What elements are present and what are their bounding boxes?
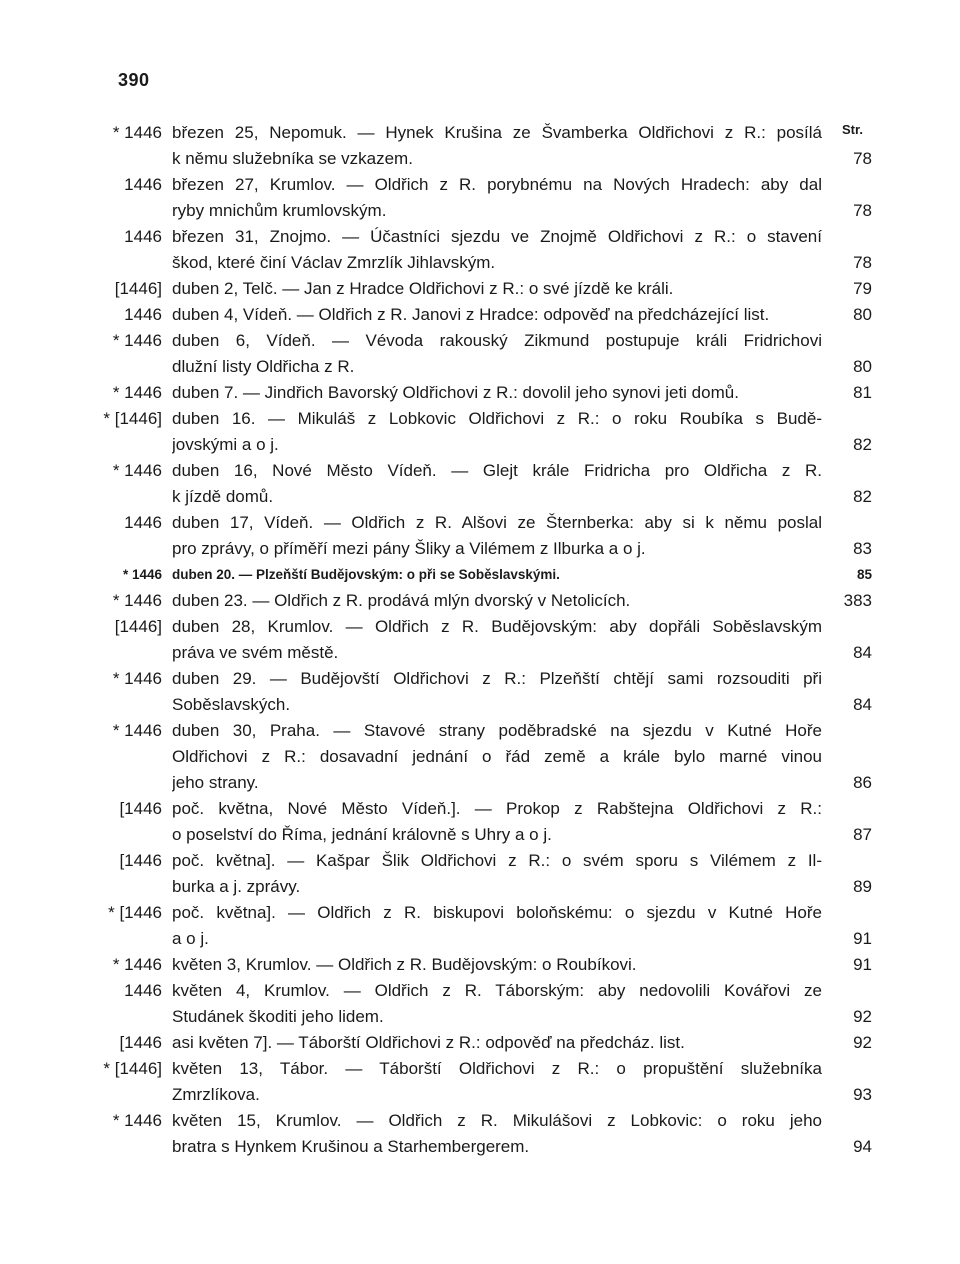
toc-entry <box>92 562 872 588</box>
entry-page-number: 383 <box>843 591 872 610</box>
entry-date-marker: * 1446 <box>112 461 162 480</box>
toc-entry-line <box>92 1134 872 1160</box>
toc-entry-line <box>92 198 872 224</box>
entry-text: škod, které činí Václav Zmrzlík Jihlavským. <box>172 253 496 272</box>
table-of-contents <box>92 120 872 1160</box>
toc-entry <box>92 328 872 380</box>
entry-page-number: 94 <box>853 1137 872 1156</box>
entry-text: k němu služebníka se vzkazem. <box>172 149 413 168</box>
entry-date-marker: * 1446 <box>112 1111 162 1130</box>
toc-entry-line <box>92 692 872 718</box>
entry-text: jovskými a o j. <box>172 435 279 454</box>
toc-entry-line <box>92 380 872 406</box>
entry-date-marker: * [1446 <box>108 903 162 922</box>
entry-page-number: 86 <box>853 773 872 792</box>
page-number: 390 <box>118 70 150 90</box>
toc-entry-line <box>92 432 872 458</box>
entry-text: Zmrzlíkova. <box>172 1085 260 1104</box>
toc-entry-line <box>92 900 872 926</box>
entry-date-marker: * 1446 <box>112 123 162 142</box>
toc-entry-line <box>92 250 872 276</box>
toc-entry <box>92 302 872 328</box>
entry-date-marker: [1446 <box>119 851 162 870</box>
entry-page-number: 78 <box>853 201 872 220</box>
entry-date-marker: * 1446 <box>112 591 162 610</box>
toc-entry-line <box>92 484 872 510</box>
entry-text: duben 16. — Mikuláš z Lobkovic Oldřichovi z R.: o roku Roubíka s Budě- <box>172 409 822 428</box>
toc-entry-line <box>92 978 872 1004</box>
entry-date-marker: 1446 <box>124 981 162 1000</box>
entry-date-marker: [1446 <box>119 799 162 818</box>
entry-text: květen 15, Krumlov. — Oldřich z R. Mikulášovi z Lobkovic: o roku jeho <box>172 1111 822 1130</box>
toc-entry-line <box>92 354 872 380</box>
toc-entry-line <box>92 874 872 900</box>
entry-text: bratra s Hynkem Krušinou a Starhembergerem. <box>172 1137 530 1156</box>
entry-page-number: 92 <box>853 1007 872 1026</box>
entry-page-number: 84 <box>853 695 872 714</box>
entry-date-marker: 1446 <box>124 513 162 532</box>
toc-entry <box>92 848 872 900</box>
toc-entry-line <box>92 1030 872 1056</box>
toc-entry-line <box>92 952 872 978</box>
entry-text: poč. května]. — Oldřich z R. biskupovi boloňskému: o sjezdu v Kutné Hoře <box>172 903 822 922</box>
entry-text: duben 4, Vídeň. — Oldřich z R. Janovi z Hradce: odpověď na předcházející list. <box>172 305 770 324</box>
entry-page-number: 83 <box>853 539 872 558</box>
entry-text: a o j. <box>172 929 209 948</box>
entry-text: duben 16, Nové Město Vídeň. — Glejt krále Fridricha pro Oldřicha z R. <box>172 461 822 480</box>
entry-text: Studánek škoditi jeho lidem. <box>172 1007 384 1026</box>
entry-date-marker: 1446 <box>124 227 162 246</box>
toc-entry <box>92 796 872 848</box>
toc-entry <box>92 1030 872 1056</box>
entry-text: ryby mnichům krumlovským. <box>172 201 387 220</box>
entry-page-number: 91 <box>853 955 872 974</box>
entry-text: duben 20. — Plzeňští Budějovským: o při se Soběslavskými. <box>172 567 560 582</box>
toc-entry-line <box>92 1056 872 1082</box>
entry-text: březen 25, Nepomuk. — Hynek Krušina ze Švamberka Oldřichovi z R.: posílá <box>172 123 822 142</box>
toc-entry-line <box>92 302 872 328</box>
toc-entry-line <box>92 926 872 952</box>
toc-entry-line <box>92 458 872 484</box>
toc-entry-line <box>92 1082 872 1108</box>
toc-entry <box>92 276 872 302</box>
toc-entry-line <box>92 406 872 432</box>
entry-page-number: 78 <box>853 149 872 168</box>
toc-entry-line <box>92 1004 872 1030</box>
entry-date-marker: * 1446 <box>112 669 162 688</box>
toc-entry-line <box>92 510 872 536</box>
toc-entry <box>92 666 872 718</box>
toc-entry <box>92 380 872 406</box>
toc-entry-line <box>92 848 872 874</box>
entry-text: duben 29. — Budějovští Oldřichovi z R.: Plzeňští chtějí sami rozsouditi při <box>172 669 822 688</box>
entry-text: Oldřichovi z R.: dosavadní jednání o řád země a krále bylo marné vinou <box>172 747 822 766</box>
entry-page-number: 87 <box>853 825 872 844</box>
toc-entry <box>92 978 872 1030</box>
entry-text: duben 6, Vídeň. — Vévoda rakouský Zikmund postupuje králi Fridrichovi <box>172 331 822 350</box>
entry-date-marker: * [1446] <box>103 409 162 428</box>
entry-date-marker: * 1446 <box>112 955 162 974</box>
entry-page-number: 80 <box>853 305 872 324</box>
entry-date-marker: 1446 <box>124 305 162 324</box>
entry-text: poč. května]. — Kašpar Šlik Oldřichovi z R.: o svém sporu s Vilémem z Il- <box>172 851 822 870</box>
entry-page-number: 84 <box>853 643 872 662</box>
entry-page-number: 82 <box>853 435 872 454</box>
toc-entry <box>92 406 872 458</box>
toc-entry <box>92 120 872 172</box>
entry-date-marker: * 1446 <box>122 567 162 582</box>
entry-text: pro zprávy, o příměří mezi pány Šliky a Vilémem z Ilburka a o j. <box>172 539 646 558</box>
toc-entry <box>92 900 872 952</box>
entry-text: duben 7. — Jindřich Bavorský Oldřichovi z R.: dovolil jeho synovi jeti domů. <box>172 383 739 402</box>
toc-entry-line <box>92 562 872 588</box>
entry-text: jeho strany. <box>172 773 259 792</box>
entry-date-marker: [1446] <box>114 617 162 636</box>
toc-entry <box>92 588 872 614</box>
entry-date-marker: * 1446 <box>112 383 162 402</box>
toc-entry <box>92 718 872 796</box>
toc-entry <box>92 614 872 666</box>
entry-text: květen 13, Tábor. — Táborští Oldřichovi z R.: o propuštění služebníka <box>172 1059 822 1078</box>
entry-text: duben 23. — Oldřich z R. prodává mlýn dvorský v Netolicích. <box>172 591 631 610</box>
toc-entry <box>92 224 872 276</box>
entry-text: březen 31, Znojmo. — Účastníci sjezdu ve Znojmě Oldřichovi z R.: o stavení <box>172 227 822 246</box>
entry-page-number: 78 <box>853 253 872 272</box>
entry-text: o poselství do Říma, jednání královně s Uhry a o j. <box>172 825 552 844</box>
entry-date-marker: [1446] <box>114 279 162 298</box>
toc-entry <box>92 1108 872 1160</box>
entry-page-number: 82 <box>853 487 872 506</box>
toc-entry-line <box>92 614 872 640</box>
toc-entry-line <box>92 744 872 770</box>
entry-date-marker: * 1446 <box>112 331 162 350</box>
entry-page-number: 92 <box>853 1033 872 1052</box>
entry-text: duben 30, Praha. — Stavové strany poděbradské na sjezdu v Kutné Hoře <box>172 721 822 740</box>
toc-entry-line <box>92 536 872 562</box>
toc-entry-line <box>92 146 872 172</box>
entry-text: burka a j. zprávy. <box>172 877 301 896</box>
toc-entry-line <box>92 172 872 198</box>
entry-page-number: 85 <box>856 567 872 582</box>
toc-entry-line <box>92 276 872 302</box>
page-column-label: Str. <box>842 122 863 137</box>
entry-text: k jízdě domů. <box>172 487 274 506</box>
entry-text: dlužní listy Oldřicha z R. <box>172 357 355 376</box>
entry-text: duben 28, Krumlov. — Oldřich z R. Budějovským: aby dopřáli Soběslavským <box>172 617 822 636</box>
entry-text: květen 3, Krumlov. — Oldřich z R. Budějovským: o Roubíkovi. <box>172 955 637 974</box>
toc-entry <box>92 1056 872 1108</box>
entry-text: duben 17, Vídeň. — Oldřich z R. Alšovi ze Šternberka: aby si k němu poslal <box>172 513 822 532</box>
toc-entry-line <box>92 822 872 848</box>
entry-date-marker: * [1446] <box>103 1059 162 1078</box>
entry-text: květen 4, Krumlov. — Oldřich z R. Táborským: aby nedovolili Kovářovi ze <box>172 981 822 1000</box>
toc-entry <box>92 172 872 224</box>
toc-entry-line <box>92 718 872 744</box>
toc-entry <box>92 458 872 510</box>
entry-text: poč. května, Nové Město Vídeň.]. — Prokop z Rabštejna Oldřichovi z R.: <box>172 799 822 818</box>
entry-text: duben 2, Telč. — Jan z Hradce Oldřichovi z R.: o své jízdě ke králi. <box>172 279 674 298</box>
entry-date-marker: [1446 <box>119 1033 162 1052</box>
toc-entry-line <box>92 588 872 614</box>
toc-entry-line <box>92 640 872 666</box>
toc-entry-line <box>92 770 872 796</box>
entry-page-number: 79 <box>853 279 872 298</box>
toc-entry <box>92 952 872 978</box>
toc-entry-line <box>92 1108 872 1134</box>
entry-text: březen 27, Krumlov. — Oldřich z R. porybnému na Nových Hradech: aby dal <box>172 175 822 194</box>
entry-text: práva ve svém městě. <box>172 643 339 662</box>
toc-entry-line <box>92 328 872 354</box>
entry-page-number: 81 <box>853 383 872 402</box>
toc-entry-line <box>92 666 872 692</box>
toc-entry-line <box>92 796 872 822</box>
entry-page-number: 89 <box>853 877 872 896</box>
toc-entry-line <box>92 120 872 146</box>
toc-entry <box>92 510 872 562</box>
entry-page-number: 80 <box>853 357 872 376</box>
entry-text: asi květen 7]. — Táborští Oldřichovi z R.: odpověď na předcház. list. <box>172 1033 685 1052</box>
entry-page-number: 93 <box>853 1085 872 1104</box>
entry-date-marker: 1446 <box>124 175 162 194</box>
entry-page-number: 91 <box>853 929 872 948</box>
entry-text: Soběslavských. <box>172 695 291 714</box>
toc-entry-line <box>92 224 872 250</box>
entry-date-marker: * 1446 <box>112 721 162 740</box>
